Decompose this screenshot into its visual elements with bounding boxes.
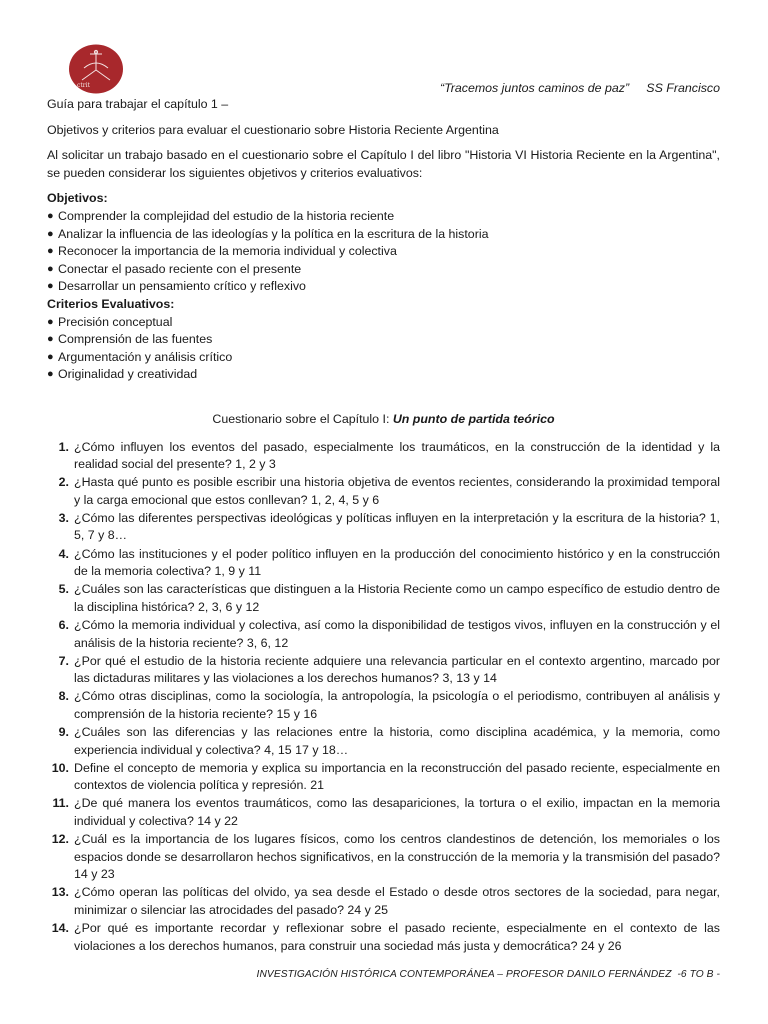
question-item — [47, 581, 720, 616]
criterion-item: ● Argumentación y análisis crítico — [47, 349, 720, 367]
criterion-item: ● Precisión conceptual — [47, 314, 720, 332]
question-item — [47, 795, 720, 830]
question-item — [47, 510, 720, 545]
question-number: 6. — [58, 617, 69, 632]
bullet-icon: ● — [47, 315, 54, 328]
objective-item: ● Analizar la influencia de las ideologías y la política en la escritura de la historia — [47, 226, 720, 244]
question-text: Define el concepto de memoria y explica su importancia en la reconstrucción del pasado reciente, especialmente en contextos de violencia política y represión. 21 — [74, 760, 720, 793]
objective-item: ● Conectar el pasado reciente con el presente — [47, 261, 720, 279]
question-text: ¿Cómo las diferentes perspectivas ideológicas y políticas influyen en la interpretación y la escritura de la historia? 1, 5, 7 y 8… — [74, 510, 720, 543]
question-item — [47, 546, 720, 581]
question-item — [47, 724, 720, 759]
document-body — [47, 96, 720, 956]
bullet-icon: ● — [47, 333, 54, 346]
question-text: ¿Por qué es importante recordar y reflexionar sobre el pasado reciente, especialmente en el contexto de las violaciones a los derechos humanos, para construir una sociedad más justa y democrática? 24 y 26 — [74, 921, 720, 953]
questions-list — [47, 439, 720, 956]
criterion-item: ● Comprensión de las fuentes — [47, 331, 720, 349]
question-number: 1. — [58, 439, 69, 454]
question-number: 10. — [51, 760, 69, 775]
question-item — [47, 653, 720, 688]
questionnaire-title-emphasis: Un punto de partida teórico — [392, 411, 555, 426]
question-number: 8. — [58, 689, 69, 704]
bullet-icon: ● — [47, 262, 54, 275]
question-number: 11. — [52, 796, 69, 811]
question-text: ¿Cómo operan las políticas del olvido, ya sea desde el Estado o desde otros sectores de la sociedad, para negar, minimizar o silenciar las atrocidades del pasado? 24 y 25 — [74, 885, 720, 917]
logo-text: ctrit — [77, 82, 90, 89]
question-text: ¿De qué manera los eventos traumáticos, como las desapariciones, la tortura o el exilio, impactan en la memoria individual y colectiva? 14 y 22 — [74, 796, 720, 828]
question-item — [47, 474, 720, 509]
question-text: ¿Cuáles son las diferencias y las relaciones entre la historia, como disciplina académica, y la memoria, como experiencia individual y colectiva? 4, 15 17 y 18… — [74, 725, 720, 757]
question-item — [47, 439, 720, 474]
question-number: 5. — [58, 582, 69, 597]
bullet-icon: ● — [47, 350, 54, 363]
question-item — [47, 760, 720, 795]
question-item — [47, 920, 720, 955]
objective-item: ● Comprender la complejidad del estudio de la historia reciente — [47, 208, 720, 226]
question-text: ¿Cómo la memoria individual y colectiva, así como la disponibilidad de testigos vivos, influyen en la construcción y el análisis de la historia reciente? 3, 6, 12 — [74, 617, 720, 650]
bullet-icon: ● — [47, 368, 54, 381]
question-text: ¿Por qué el estudio de la historia reciente adquiere una relevancia particular en el contexto argentino, marcado por las dictaduras militares y las violaciones a los derechos humanos? 3, 13 y 14 — [74, 653, 720, 686]
question-text: ¿Cuáles son las características que distinguen a la Historia Reciente como un campo específico de estudio dentro de la disciplina histórica? 2, 3, 6 y 12 — [74, 582, 720, 614]
intro-paragraph: Al solicitar un trabajo basado en el cuestionario sobre el Capítulo I del libro "Historia VI Historia Reciente en la Argentina", se pueden considerar los siguientes objetivos y criterios evaluativos: — [47, 148, 720, 180]
criteria-list — [47, 314, 720, 384]
criteria-heading: Criterios Evaluativos: — [47, 296, 175, 311]
objective-item: ● Reconocer la importancia de la memoria individual y colectiva — [47, 243, 720, 261]
bullet-icon: ● — [47, 245, 54, 258]
header-motto: “Tracemos juntos caminos de paz” SS Francisco — [439, 81, 720, 95]
question-number: 13. — [51, 885, 69, 900]
guide-title: Guía para trabajar el capítulo 1 – — [47, 97, 229, 111]
question-text: ¿Hasta qué punto es posible escribir una historia objetiva de eventos recientes, considerando la proximidad temporal y la carga emocional que estos conllevan? 1, 2, 4, 5 y 6 — [74, 475, 720, 507]
question-number: 12. — [51, 832, 69, 847]
question-item — [47, 688, 720, 723]
bullet-icon: ● — [47, 227, 54, 240]
question-text: ¿Cuál es la importancia de los lugares físicos, como los centros clandestinos de detención, los memoriales o los espacios donde se desarrollaron hechos significativos, en la construcción de la memoria y la transmisión del pasado? 14 y 23 — [74, 832, 720, 882]
question-item — [47, 617, 720, 652]
objective-item: ● Desarrollar un pensamiento crítico y reflexivo — [47, 278, 720, 296]
objectives-list — [47, 208, 720, 296]
question-item — [47, 884, 720, 919]
question-item — [47, 831, 720, 884]
question-text: ¿Cómo otras disciplinas, como la sociología, la antropología, la psicología o el periodismo, contribuyen al análisis y comprensión de la historia reciente? 15 y 16 — [74, 689, 720, 721]
page-footer: INVESTIGACIÓN HISTÓRICA CONTEMPORÁNEA – PROFESOR DANILO FERNÁNDEZ -6 TO B - — [256, 969, 720, 980]
bullet-icon: ● — [47, 280, 54, 293]
question-number: 7. — [58, 653, 69, 668]
objectives-heading: Objetivos: — [47, 191, 108, 206]
criterion-item: ● Originalidad y creatividad — [47, 366, 720, 384]
objectives-title: Objetivos y criterios para evaluar el cuestionario sobre Historia Reciente Argentina — [47, 122, 499, 137]
bullet-icon: ● — [47, 209, 54, 222]
question-number: 9. — [58, 725, 69, 739]
school-logo — [68, 44, 124, 94]
questionnaire-title: Cuestionario sobre el Capítulo I: Un punto de partida teórico — [212, 411, 555, 426]
question-number: 2. — [58, 475, 69, 490]
question-number: 3. — [58, 510, 69, 525]
question-text: ¿Cómo las instituciones y el poder político influyen en la producción del conocimiento histórico y en la construcción de la memoria colectiva? 1, 9 y 11 — [74, 546, 720, 579]
question-number: 4. — [58, 546, 69, 561]
question-text: ¿Cómo influyen los eventos del pasado, especialmente los traumáticos, en la construcción de la identidad y la realidad social del presente? 1, 2 y 3 — [74, 439, 720, 472]
question-number: 14. — [51, 921, 69, 936]
